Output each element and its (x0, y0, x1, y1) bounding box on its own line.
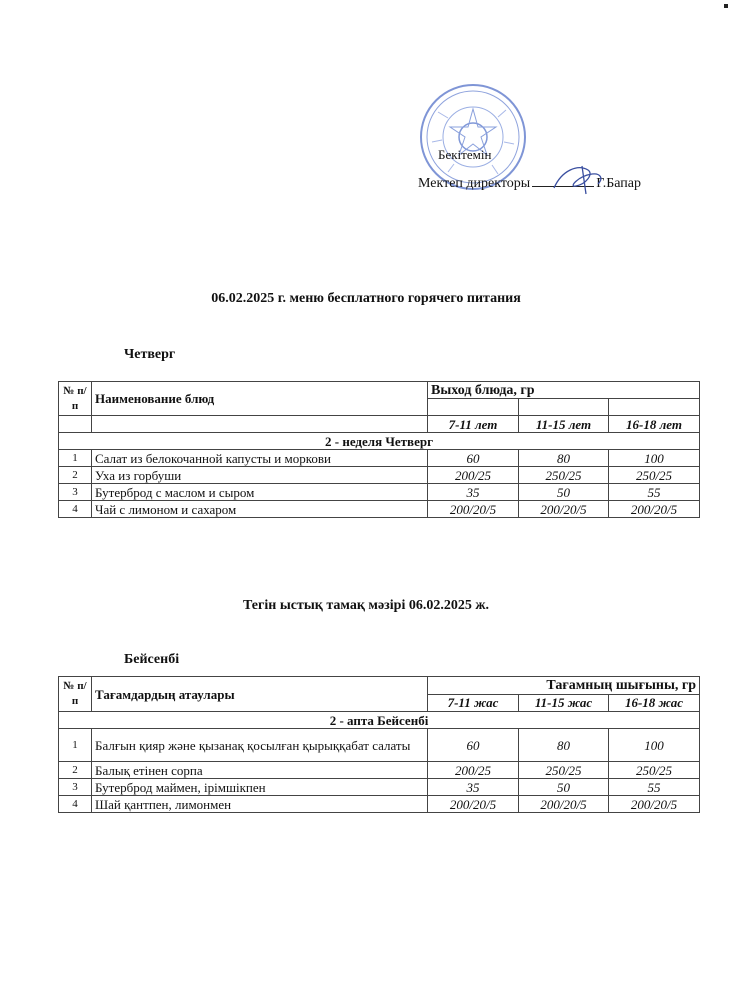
dish-name: Балық етінен сорпа (92, 762, 428, 779)
col-name-header: Тағамдардың атаулары (92, 677, 428, 712)
menu-title-ru: 06.02.2025 г. меню бесплатного горячего питания (211, 291, 521, 306)
col-output-header: Выход блюда, гр (428, 382, 700, 399)
header-row (59, 677, 700, 695)
row-number: 4 (59, 501, 92, 518)
age-header: 7-11 жас (428, 694, 519, 712)
portion-value: 200/20/5 (609, 796, 700, 813)
portion-value: 100 (609, 729, 700, 762)
menu-table-ru (58, 381, 700, 518)
row-number: 2 (59, 762, 92, 779)
row-number: 4 (59, 796, 92, 813)
col-num-header: № п/п (59, 382, 92, 416)
portion-value: 50 (519, 484, 609, 501)
portion-value: 200/20/5 (519, 796, 609, 813)
week-label: 2 - апта Бейсенбі (59, 712, 700, 729)
portion-value: 55 (609, 484, 700, 501)
day-label-kz: Бейсенбі (124, 652, 180, 667)
blank-cell (59, 416, 92, 433)
col-name-header: Наименование блюд (92, 382, 428, 416)
blank-cell (519, 399, 609, 416)
dish-name: Бутерброд с маслом и сыром (92, 484, 428, 501)
dish-name: Балғын қияр және қызанақ қосылған қырыққабат салаты (92, 729, 428, 762)
portion-value: 80 (519, 729, 609, 762)
portion-value: 200/20/5 (428, 501, 519, 518)
portion-value: 60 (428, 729, 519, 762)
dish-name: Чай с лимоном и сахаром (92, 501, 428, 518)
corner-mark (724, 4, 728, 8)
dish-name: Салат из белокочанной капусты и моркови (92, 450, 428, 467)
portion-value: 35 (428, 779, 519, 796)
age-header: 7-11 лет (428, 416, 519, 433)
table-row (59, 501, 700, 518)
portion-value: 200/25 (428, 467, 519, 484)
portion-value: 250/25 (609, 762, 700, 779)
dish-name: Шай қантпен, лимонмен (92, 796, 428, 813)
blank-cell (609, 399, 700, 416)
portion-value: 55 (609, 779, 700, 796)
portion-value: 60 (428, 450, 519, 467)
portion-value: 250/25 (519, 467, 609, 484)
row-number: 3 (59, 779, 92, 796)
portion-value: 50 (519, 779, 609, 796)
table-row (59, 484, 700, 501)
day-label-ru: Четверг (124, 347, 176, 362)
director-name: Г.Бапар (596, 176, 642, 191)
blank-cell (428, 399, 519, 416)
age-header: 11-15 жас (519, 694, 609, 712)
table-row (59, 796, 700, 813)
portion-value: 250/25 (519, 762, 609, 779)
header-row (59, 382, 700, 399)
menu-title-kz: Тегін ыстық тамақ мәзірі 06.02.2025 ж. (243, 598, 489, 613)
table-row (59, 467, 700, 484)
age-row (59, 416, 700, 433)
table-row (59, 762, 700, 779)
row-number: 3 (59, 484, 92, 501)
blank-cell (92, 416, 428, 433)
row-number: 1 (59, 450, 92, 467)
table-row (59, 450, 700, 467)
portion-value: 80 (519, 450, 609, 467)
week-label: 2 - неделя Четверг (59, 433, 700, 450)
col-num-header: № п/п (59, 677, 92, 712)
director-signature (548, 160, 610, 198)
portion-value: 200/20/5 (609, 501, 700, 518)
row-number: 1 (59, 729, 92, 762)
portion-value: 250/25 (609, 467, 700, 484)
week-row (59, 433, 700, 450)
age-header: 16-18 жас (609, 694, 700, 712)
portion-value: 35 (428, 484, 519, 501)
table-row (59, 729, 700, 762)
age-header: 11-15 лет (519, 416, 609, 433)
table-row (59, 779, 700, 796)
age-header: 16-18 лет (609, 416, 700, 433)
approval-label: Бекітемін (438, 147, 492, 162)
portion-value: 200/20/5 (519, 501, 609, 518)
week-row (59, 712, 700, 729)
row-number: 2 (59, 467, 92, 484)
portion-value: 200/25 (428, 762, 519, 779)
portion-value: 200/20/5 (428, 796, 519, 813)
menu-table-kz (58, 676, 700, 813)
col-output-header: Тағамның шығыны, гр (428, 677, 700, 695)
dish-name: Бутерброд маймен, ірімшікпен (92, 779, 428, 796)
dish-name: Уха из горбуши (92, 467, 428, 484)
portion-value: 100 (609, 450, 700, 467)
director-title: Мектеп директоры (418, 176, 531, 191)
